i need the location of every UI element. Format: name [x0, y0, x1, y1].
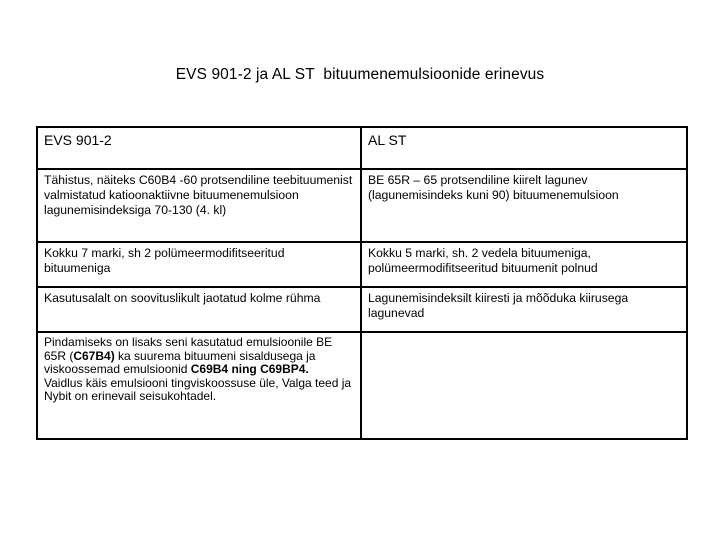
slide-title: EVS 901-2 ja AL ST bituumenemulsioonide erinevus [175, 66, 545, 83]
table-cell: Kokku 5 marki, sh. 2 vedela bituumeniga, polümeermodifitseeritud bituumenit polnud [361, 242, 687, 287]
table-cell: Tähistus, näiteks C60B4 -60 protsendiline teebituumenist valmistatud katioonaktiivne bituumenemulsioon lagunemisindeksiga 70-130 (4. kl) [37, 169, 361, 242]
table-row [37, 287, 687, 332]
comparison-table [36, 126, 688, 440]
table-cell: BE 65R – 65 protsendiline kiirelt lagunev (lagunemisindeks kuni 90) bituumenemulsioon [361, 169, 687, 242]
table-header-row [37, 127, 687, 169]
table-row [37, 332, 687, 439]
table-cell [37, 332, 361, 439]
cell-text-bold: C67B4) [73, 348, 115, 363]
header-cell-alst: AL ST [361, 127, 687, 169]
cell-text-bold: C69B4 ning C69BP4. [190, 362, 309, 376]
table-cell-empty [361, 332, 687, 439]
table-row [37, 169, 687, 242]
table-cell: Kokku 7 marki, sh 2 polümeermodifitseeritud bituumeniga [37, 242, 361, 287]
header-cell-evs: EVS 901-2 [37, 127, 361, 169]
cell-text: Pindamiseks on lisaks seni kasutatud emulsioonile BE 65R ( [44, 335, 333, 363]
table-cell: Lagunemisindeksilt kiiresti ja mõõduka kiirusega lagunevad [361, 287, 687, 332]
cell-text: ka suurema bituumeni sisaldusega ja viskoossemad emulsioonid [44, 348, 316, 376]
table-cell: Kasutusalalt on soovituslikult jaotatud kolme rühma [37, 287, 361, 332]
table-row [37, 242, 687, 287]
cell-text: Vaidlus käis emulsiooni tingviskoossuse üle, Valga teed ja Nybit on erinevail seisukohtadel. [44, 375, 352, 403]
